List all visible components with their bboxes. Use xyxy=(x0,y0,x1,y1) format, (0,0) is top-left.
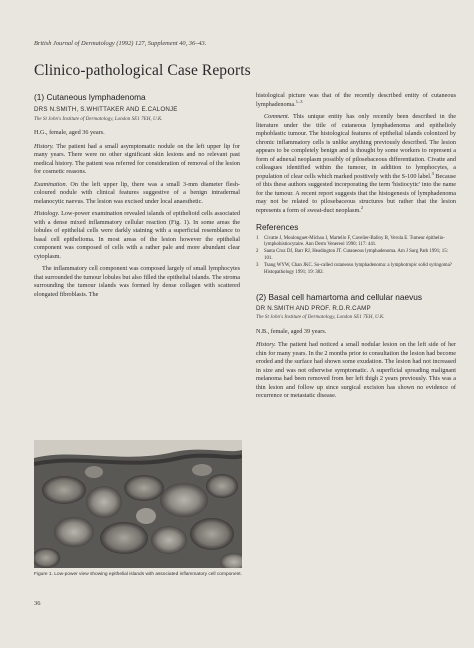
comment-lead: Comment. xyxy=(264,113,290,120)
reference-text: Santa Cruz DJ, Barr RJ, Headington JT. Cutaneous lymphadenoma. Am J Surg Path 1991; 15: 101. xyxy=(264,249,449,261)
case1-histology xyxy=(34,210,240,261)
case2-history-lead: History. xyxy=(256,341,276,349)
exam-text: On the left upper lip, there was a small 3-mm diameter flesh-coloured nodule with clinical features suggestive of a benign intradermal melanocytic naevus. The lesion was excised under local anaesthetic. xyxy=(34,180,240,205)
figure-1-micrograph xyxy=(34,440,242,568)
case1-authors: DRS N.SMITH, S.WHITTAKER AND E.CALONJE xyxy=(34,106,178,113)
comment-ref-2: 2 xyxy=(360,204,364,210)
reference-item xyxy=(256,236,456,249)
figure-1-caption: Figure 1. Low-power view showing epithelial islands with associated inflammatory cell component. xyxy=(34,572,242,577)
reference-number: 1 xyxy=(256,235,259,241)
case1-histology-2: The inflammatory cell component was composed largely of small lymphocytes that surrounded the tumour lobules but also filled the epithelial islands. The stroma surrounding the tumour islands was formed by dense collagen with scattered elongated fibroblasts. The xyxy=(34,265,240,298)
comment-text-2: Because of this these authors suggested incorporating the term 'histiocytic' into the name for the tumour. A recent report suggests that the histogenesis of lymphadenoma may not be related to pilosebaceous structures but rather that the lesion represents a form of sweat-duct neoplasm. xyxy=(256,172,456,214)
page-title: Clinico-pathological Case Reports xyxy=(34,62,251,79)
continuation-refs: 1–3 xyxy=(295,98,303,104)
case2-affiliation: The St John's Institute of Dermatology, London SE1 7EH, U.K. xyxy=(256,314,385,321)
case1-affiliation: The St John's Institute of Dermatology, London SE1 7EH, U.K. xyxy=(34,115,163,122)
history-text: The patient had a small asymptomatic nodule on the left upper lip for many years. There were no other significant skin lesions and no relevant past medical history. The patient was referred for consideration of removal of the lesion for cosmetic reasons. xyxy=(34,142,240,175)
continuation-text: histological picture was that of the recently described entity of cutaneous lymphadenoma. xyxy=(256,92,456,108)
case1-comment xyxy=(256,113,456,215)
references-heading: References xyxy=(256,222,299,232)
exam-lead: Examination. xyxy=(34,180,68,188)
reference-number: 2 xyxy=(256,249,259,255)
micrograph-image xyxy=(34,440,242,568)
case1-patient: H.G., female, aged 36 years. xyxy=(34,129,105,136)
case1-continuation xyxy=(256,92,456,109)
case2-authors: DR N.SMITH AND PROF. R.D.R.CAMP xyxy=(256,304,371,312)
reference-number: 3 xyxy=(256,263,259,269)
reference-item xyxy=(256,263,456,276)
reference-text: Civatte J, Moulonguet-Michau I, Martello F, Cavelier-Balloy B, Verola E. Tumeur épithelio-lymphohistiocytaire. Ann Derm Venereol 1990; 117: 441. xyxy=(264,235,445,247)
references-list xyxy=(256,236,456,276)
right-column xyxy=(256,92,456,405)
case2-history xyxy=(256,341,456,401)
case2-patient: N.B., female, aged 39 years. xyxy=(256,327,327,335)
comment-ref: 3 xyxy=(431,170,434,176)
case1-examination xyxy=(34,181,240,207)
case2-history-text: The patient had noticed a small nodular lesion on the left side of her chin for many years. In the 2 months prior to consultation the lesion had become eroded and the surface had shown some exudation. The lesion had not increased in size and was not otherwise symptomatic. A superficial spreading malignant melanoma had been removed from her left thigh 2 years previously. This was a thin lesion and follow up since surgical excision has shown no evidence of recurrence or metastatic disease. xyxy=(256,341,456,400)
page-number: 36 xyxy=(34,600,41,607)
comment-text: This unique entity has only recently been described in the literature under the title of cutaneous lymphadenoma and epithelioly mphoblastic tumour. The histological features of epithelial islands colonized by chronic inflammatory cells is unlike anything previously described. The lesion appears to be completely benign and is thought by some workers to represent a form of adnexal neoplasm possibly of pilosebaceous differentiation. Civatte and colleagues identified within the tumour, in addition to lymphocytes, a population of clear cells which marked positively with the S-100 label. xyxy=(256,113,456,180)
histo-lead: Histology. xyxy=(34,210,60,217)
case1-heading: (1) Cutaneous lymphadenoma xyxy=(34,92,146,102)
journal-citation: British Journal of Dermatology (1992) 127, Supplement 40, 36–43. xyxy=(34,40,207,47)
reference-item xyxy=(256,249,456,262)
history-lead: History. xyxy=(34,142,54,150)
reference-text: Tsang WYW, Chan JKC. So-called cutaneous lymphadenoma: a lymphotropic solid syringoma? Histopathology 1991; 19: 382. xyxy=(264,263,452,275)
left-column xyxy=(34,92,240,303)
case2-heading: (2) Basal cell hamartoma and cellular naevus xyxy=(256,291,423,302)
histo-text: Low-power examination revealed islands of epithelioid cells associated with a dense mixed inflammatory cellular reaction (Fig. 1). In some areas the lobules of epithelial cells were darkly staining with a superficial resemblance to basal cell epithelioma. In most areas of the lesion however the epithelial component was composed of cells with a rather pale and more abundant clear cytoplasm. xyxy=(34,210,240,260)
case1-history xyxy=(34,143,240,177)
